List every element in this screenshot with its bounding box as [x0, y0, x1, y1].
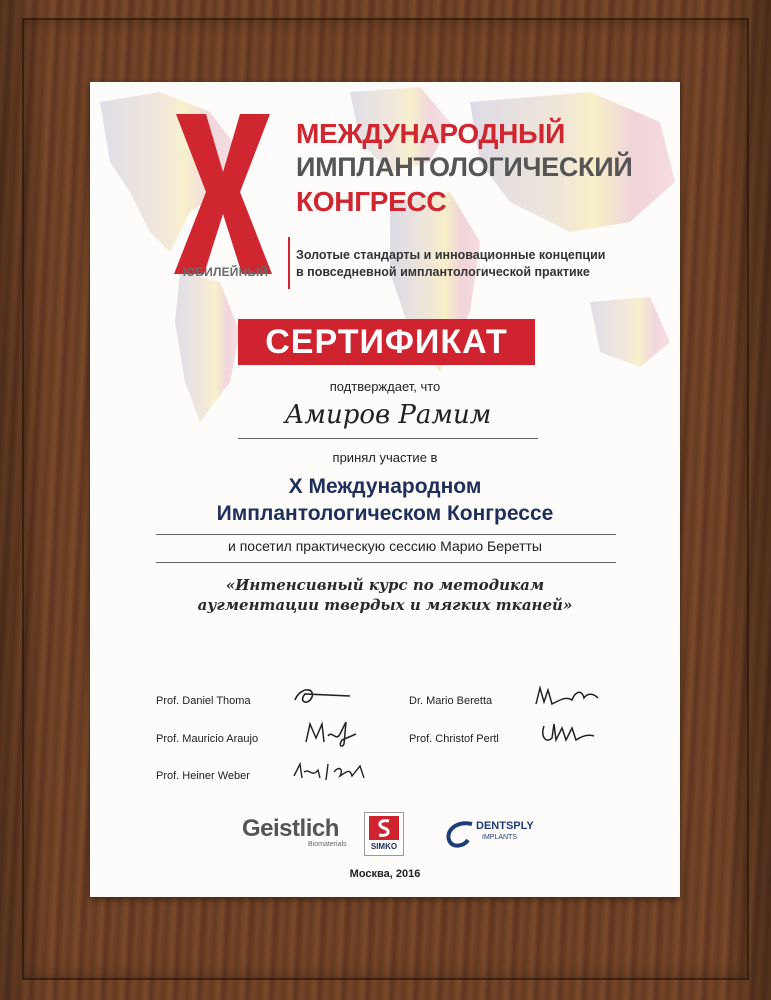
certificate-sheet: [90, 82, 680, 897]
signatory-weber: Prof. Heiner Weber: [156, 770, 250, 782]
subtitle-divider: [288, 237, 290, 289]
took-part-text: принял участие в: [332, 450, 438, 465]
dentsply-wordmark: DENTSPLY: [476, 820, 534, 832]
session-text: и посетил практическую сессию Марио Беретты: [228, 538, 542, 554]
confirms-text: подтверждает, что: [329, 379, 441, 394]
numeral-x-logo: [168, 114, 278, 274]
recipient-underline: [238, 438, 538, 439]
dentsply-swoosh-icon: [442, 818, 480, 852]
signature-beretta: [532, 682, 602, 710]
jubilee-label: ЮБИЛЕЙНЫЙ: [182, 265, 269, 279]
divider-line: [156, 534, 616, 535]
congress-title-line3: КОНГРЕСС: [296, 186, 447, 217]
simko-logo: [364, 812, 404, 856]
congress-title-line1: МЕЖДУНАРОДНЫЙ: [296, 118, 565, 149]
signatory-thoma: Prof. Daniel Thoma: [156, 695, 251, 707]
dentsply-subtitle: IMPLANTS: [482, 834, 518, 841]
course-title-line2: аугментации твердых и мягких тканей»: [197, 596, 573, 614]
certificate-heading: СЕРТИФИКАТ: [238, 319, 535, 365]
course-title-line1: «Интенсивный курс по методикам: [225, 576, 545, 594]
geistlich-subtitle: Biomaterials: [308, 841, 347, 848]
signatory-araujo: Prof. Mauricio Araujo: [156, 733, 259, 745]
dentsply-logo: [442, 818, 552, 852]
recipient-name: Амиров Рамим: [284, 400, 492, 430]
congress-subtitle-line2: в повседневной имплантологической практике: [296, 265, 590, 279]
geistlich-logo: [242, 815, 347, 848]
signature-weber: [290, 758, 370, 784]
signatory-beretta: Dr. Mario Beretta: [409, 695, 493, 707]
geistlich-wordmark: Geistlich: [242, 815, 339, 842]
congress-title-line2: ИМПЛАНТОЛОГИЧЕСКИЙ: [296, 152, 633, 182]
congress-subtitle-line1: Золотые стандарты и инновационные концепции: [296, 248, 606, 262]
congress-name-line2: Имплантологическом Конгрессе: [216, 502, 554, 525]
divider-line: [156, 562, 616, 563]
simko-label: SIMKO: [370, 842, 398, 851]
signature-thoma: [290, 682, 360, 710]
city-year: Москва, 2016: [349, 868, 421, 880]
signature-araujo: [302, 718, 362, 750]
congress-name-line1: X Международном: [288, 475, 482, 498]
signatory-pertl: Prof. Christof Pertl: [409, 733, 499, 745]
signature-pertl: [538, 718, 598, 748]
simko-mark: [369, 816, 399, 840]
